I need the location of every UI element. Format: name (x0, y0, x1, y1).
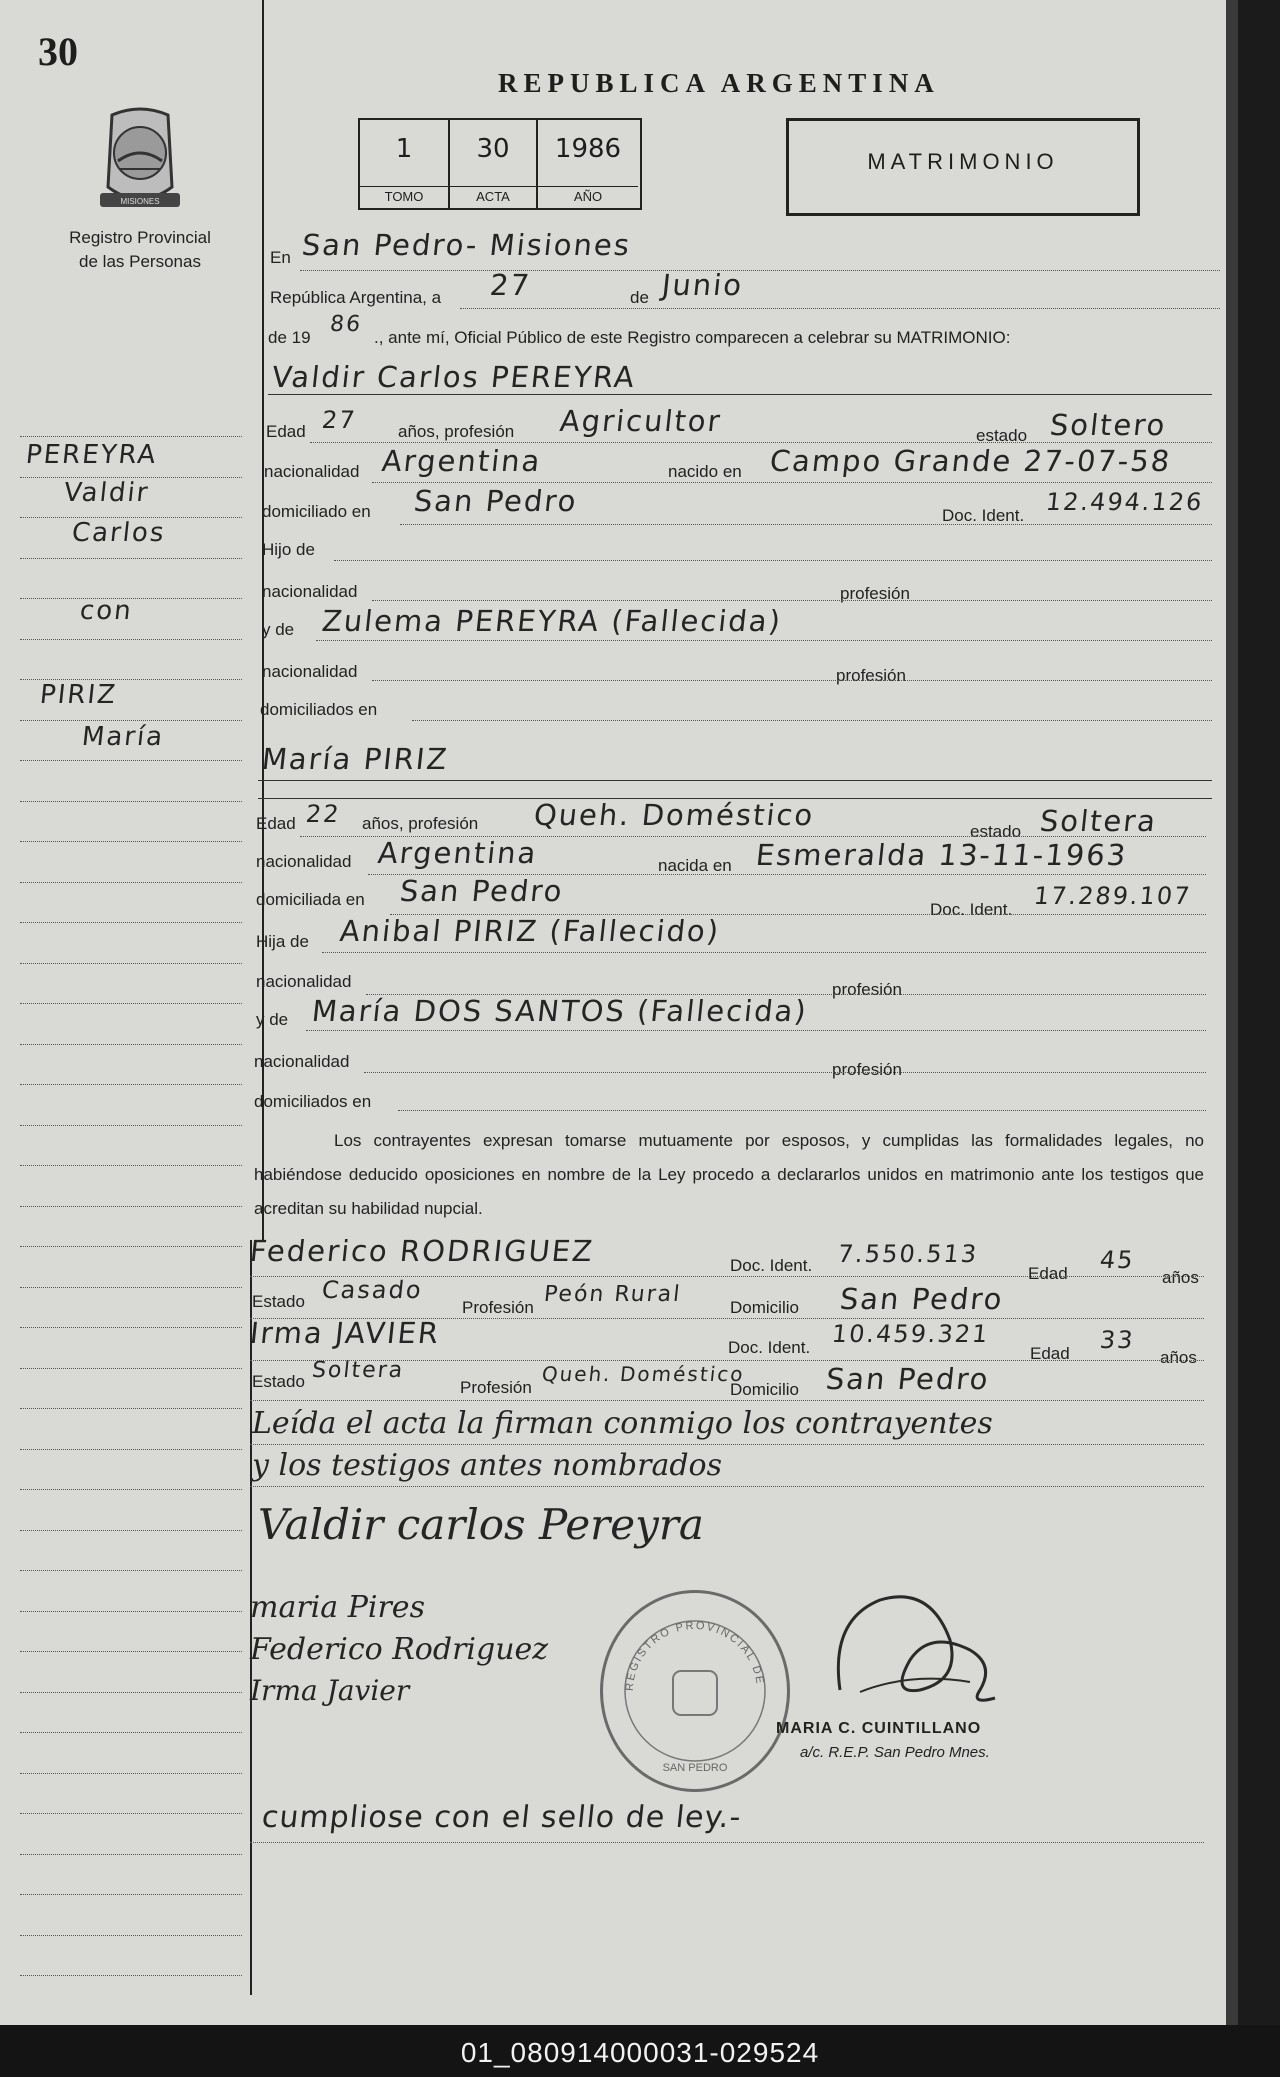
witness1-age: 45 (1098, 1246, 1137, 1274)
year-suffix: 86 (328, 312, 364, 337)
groom-domicilio-label: domiciliado en (262, 502, 371, 521)
bride-birth: Esmeralda 13-11-1963 (754, 838, 1130, 872)
groom-nationality: Argentina (380, 444, 544, 478)
margin-rule (20, 1611, 242, 1613)
groom-nacido-label: nacido en (668, 462, 742, 481)
ano-value: 1986 (554, 134, 622, 164)
groom-name-line (268, 394, 1212, 395)
witness1-estado-label: Estado (252, 1292, 305, 1311)
witness1-edad-label: Edad (1028, 1264, 1068, 1283)
bride-father: Anibal PIRIZ (Fallecido) (338, 914, 722, 948)
groom-hijo-label: Hijo de (262, 540, 315, 559)
margin-rule (20, 639, 242, 641)
groom-mother-nat-label: nacionalidad (262, 662, 358, 681)
witness1-domicilio-label: Domicilio (730, 1298, 799, 1317)
groom-yde-label: y de (262, 620, 295, 639)
bride-mother: María DOS SANTOS (Fallecida) (310, 994, 810, 1028)
bride-edad-label: Edad (256, 814, 296, 833)
margin-rule (20, 1489, 242, 1491)
country-heading: REPUBLICA ARGENTINA (498, 68, 940, 98)
declaration-paragraph: Los contrayentes expresan tomarse mutuamente por esposos, y cumplidas las formalidades legales, no habiéndose deducido oposiciones en nombre de la Ley procedo a declararlos unidos en matrimonio ante los testigos que acreditan su habilidad nupcial. (254, 1131, 1204, 1218)
bride-profession: Queh. Doméstico (532, 798, 817, 832)
closing-line-1: Leída el acta la firman conmigo los contrayentes (252, 1406, 993, 1441)
margin-rule (20, 1368, 242, 1370)
bride-nacida-label: nacida en (658, 856, 732, 875)
bride-mother-prof-label: profesión (832, 1060, 902, 1079)
witness1-status: Casado (320, 1276, 425, 1304)
witness2-name: Irma JAVIER (248, 1316, 442, 1350)
groom-nationality-label: nacionalidad (264, 462, 360, 481)
groom-doc-label: Doc. Ident. (942, 506, 1025, 525)
footer-code: 01_080914000031-029524 (460, 2037, 820, 2068)
bride-nationality-label: nacionalidad (256, 852, 352, 871)
witness2-line-2 (250, 1400, 1204, 1402)
margin-rule (20, 1084, 242, 1086)
groom-signature: Valdir carlos Pereyra (258, 1500, 704, 1549)
groom-status: Soltero (1048, 408, 1169, 442)
tomo-value: 1 (395, 134, 413, 164)
margin-rule (20, 1530, 242, 1532)
bride-doc-label: Doc. Ident. (930, 900, 1013, 919)
margin-rule (20, 760, 242, 762)
groom-mother-nat-line (372, 680, 1212, 682)
margin-rule (20, 1975, 242, 1977)
bride-father-line (322, 952, 1206, 954)
misiones-coat-of-arms (92, 105, 188, 215)
bride-address: San Pedro (398, 874, 566, 908)
witness2-anos-label: años (1160, 1348, 1197, 1367)
act-type-box (786, 118, 1140, 216)
witness2-status: Soltera (310, 1358, 406, 1383)
witness2-age: 33 (1098, 1326, 1137, 1354)
witness2-address: San Pedro (824, 1362, 992, 1396)
ano-cell (538, 120, 638, 208)
acta-cell (450, 120, 538, 208)
groom-name: Valdir Carlos PEREYRA (270, 360, 638, 394)
bride-status: Soltera (1038, 804, 1159, 838)
stamp-graphic (603, 1593, 787, 1789)
witness1-signature: Federico Rodriguez (250, 1632, 549, 1667)
groom-parents-dom-line (412, 720, 1212, 722)
margin-rule (20, 1732, 242, 1734)
groom-address: San Pedro (412, 484, 580, 518)
witness1-anos-label: años (1162, 1268, 1199, 1287)
groom-mother: Zulema PEREYRA (Fallecida) (320, 604, 784, 638)
witness1-name: Federico RODRIGUEZ (248, 1234, 596, 1268)
margin-rule (20, 922, 242, 924)
groom-mother-line (316, 640, 1212, 642)
record-number-table (358, 118, 642, 210)
witness1-doc: 7.550.513 (836, 1240, 980, 1268)
groom-profession: Agricultor (558, 404, 724, 438)
intro-text: ., ante mí, Oficial Público de este Registro comparecen a celebrar su MATRIMONIO: (374, 328, 1011, 347)
groom-father-nat-label: nacionalidad (262, 582, 358, 601)
en-label: En (270, 248, 291, 267)
ano-label: AÑO (538, 186, 638, 204)
bride-yde-label: y de (256, 1010, 289, 1029)
margin-rule (20, 1692, 242, 1694)
margin-rule (20, 1206, 242, 1208)
groom-profesion-label: años, profesión (398, 422, 515, 441)
republica-label: República Argentina, a (270, 288, 442, 307)
witness1-profession: Peón Rural (542, 1282, 683, 1307)
margin-rule (20, 1327, 242, 1329)
margin-rule (20, 558, 242, 560)
margin-rule (20, 1003, 242, 1005)
groom-age: 27 (320, 406, 359, 434)
final-note-line (250, 1842, 1204, 1844)
stamp-text: REGISTRO PROVINCIAL DE (623, 1619, 766, 1692)
groom-father-prof-label: profesión (840, 584, 910, 603)
closing-line-2: y los testigos antes nombrados (252, 1448, 722, 1483)
bride-profesion-label: años, profesión (362, 814, 479, 833)
month-value: Junio (660, 268, 745, 302)
officer-signature (820, 1580, 1040, 1730)
closing-line-2-rule (250, 1486, 1204, 1488)
groom-dom-line (400, 524, 1212, 526)
margin-given-bride: María (80, 722, 166, 752)
bride-name-line (258, 780, 1212, 781)
year-prefix: de 19 (268, 328, 311, 347)
witness2-signature: Irma Javier (250, 1674, 410, 1707)
witness1-doc-label: Doc. Ident. (730, 1256, 813, 1275)
groom-doc: 12.494.126 (1044, 488, 1205, 516)
groom-birth: Campo Grande 27-07-58 (768, 444, 1174, 478)
witness2-prof-label: Profesión (460, 1378, 532, 1397)
place-line (300, 270, 1220, 272)
bride-nationality: Argentina (376, 836, 540, 870)
page-number: 30 (38, 29, 78, 74)
closing-line-1-rule (250, 1444, 1204, 1446)
witness2-doc: 10.459.321 (830, 1320, 991, 1348)
acta-label: ACTA (450, 186, 536, 204)
margin-surname-groom: PEREYRA (24, 440, 159, 470)
margin-rule (20, 1044, 242, 1046)
registry-label-line2: de las Personas (79, 252, 201, 271)
witness2-domicilio-label: Domicilio (730, 1380, 799, 1399)
margin-rule (20, 1854, 242, 1856)
margin-rule (20, 1125, 242, 1127)
de-label: de (630, 288, 649, 307)
margin-rule (20, 1408, 242, 1410)
bride-hija-label: Hija de (256, 932, 309, 951)
margin-rule (20, 436, 242, 438)
place-value: San Pedro- Misiones (300, 228, 633, 262)
bride-father-prof-label: profesión (832, 980, 902, 999)
bride-mother-nat-line (364, 1072, 1206, 1074)
margin-rule (20, 1246, 242, 1248)
bride-father-nat-label: nacionalidad (256, 972, 352, 991)
margin-rule (20, 1935, 242, 1937)
margin-rule (20, 1449, 242, 1451)
stamp-bottom-text: SAN PEDRO (662, 1762, 728, 1774)
margin-rule (20, 1894, 242, 1896)
officer-name: MARIA C. CUINTILLANO (776, 1720, 982, 1737)
bride-parents-dom-label: domiciliados en (254, 1092, 372, 1111)
officer-role: a/c. R.E.P. San Pedro Mnes. (800, 1744, 990, 1761)
witness2-estado-label: Estado (252, 1372, 305, 1391)
margin-rule (20, 1570, 242, 1572)
margin-rule (20, 801, 242, 803)
margin-surname-bride: PIRIZ (38, 680, 119, 710)
bride-mother-nat-label: nacionalidad (254, 1052, 350, 1071)
margin-rule (20, 1165, 242, 1167)
witness2-profession: Queh. Doméstico (540, 1362, 746, 1386)
tomo-cell (360, 120, 450, 208)
final-note: cumpliose con el sello de ley.- (260, 1800, 744, 1835)
margin-rule (20, 1651, 242, 1653)
right-border (1226, 0, 1238, 2025)
groom-parents-dom-label: domiciliados en (260, 700, 378, 719)
footer-bar (0, 2025, 1280, 2077)
margin-rule (20, 1287, 242, 1289)
tomo-label: TOMO (360, 186, 448, 204)
bride-mother-line (306, 1030, 1206, 1032)
groom-mother-prof-label: profesión (836, 666, 906, 685)
registry-label-line1: Registro Provincial (69, 228, 211, 247)
margin-given-groom-2: Carlos (70, 518, 168, 548)
bride-estado-label: estado (970, 822, 1022, 841)
witness1-address: San Pedro (838, 1282, 1006, 1316)
day-value: 27 (488, 268, 533, 302)
bride-age: 22 (304, 800, 343, 828)
groom-father-nat-line (372, 600, 1212, 602)
margin-con: con (78, 596, 135, 626)
margin-rule (20, 841, 242, 843)
acta-value: 30 (476, 134, 510, 164)
svg-text:MISIONES: MISIONES (120, 197, 160, 206)
margin-rule (20, 882, 242, 884)
bride-name: María PIRIZ (260, 742, 451, 776)
svg-text:REGISTRO PROVINCIAL DE LAS PER (603, 1593, 766, 1691)
act-type-label: MATRIMONIO (867, 149, 1059, 174)
date-line (460, 308, 1220, 310)
witness1-prof-label: Profesión (462, 1298, 534, 1317)
groom-father-line (334, 560, 1212, 562)
margin-rule (20, 1813, 242, 1815)
bride-signature: maria Pires (250, 1590, 425, 1625)
groom-edad-label: Edad (266, 422, 306, 441)
bride-parents-dom-line (398, 1110, 1206, 1112)
witness2-doc-label: Doc. Ident. (728, 1338, 811, 1357)
groom-estado-label: estado (976, 426, 1028, 445)
margin-rule (20, 963, 242, 965)
margin-given-groom-1: Valdir (62, 478, 151, 508)
bride-doc: 17.289.107 (1032, 882, 1193, 910)
margin-rule (20, 1773, 242, 1775)
witness2-edad-label: Edad (1030, 1344, 1070, 1363)
bride-domicilio-label: domiciliada en (256, 890, 365, 909)
registry-stamp (600, 1590, 790, 1792)
